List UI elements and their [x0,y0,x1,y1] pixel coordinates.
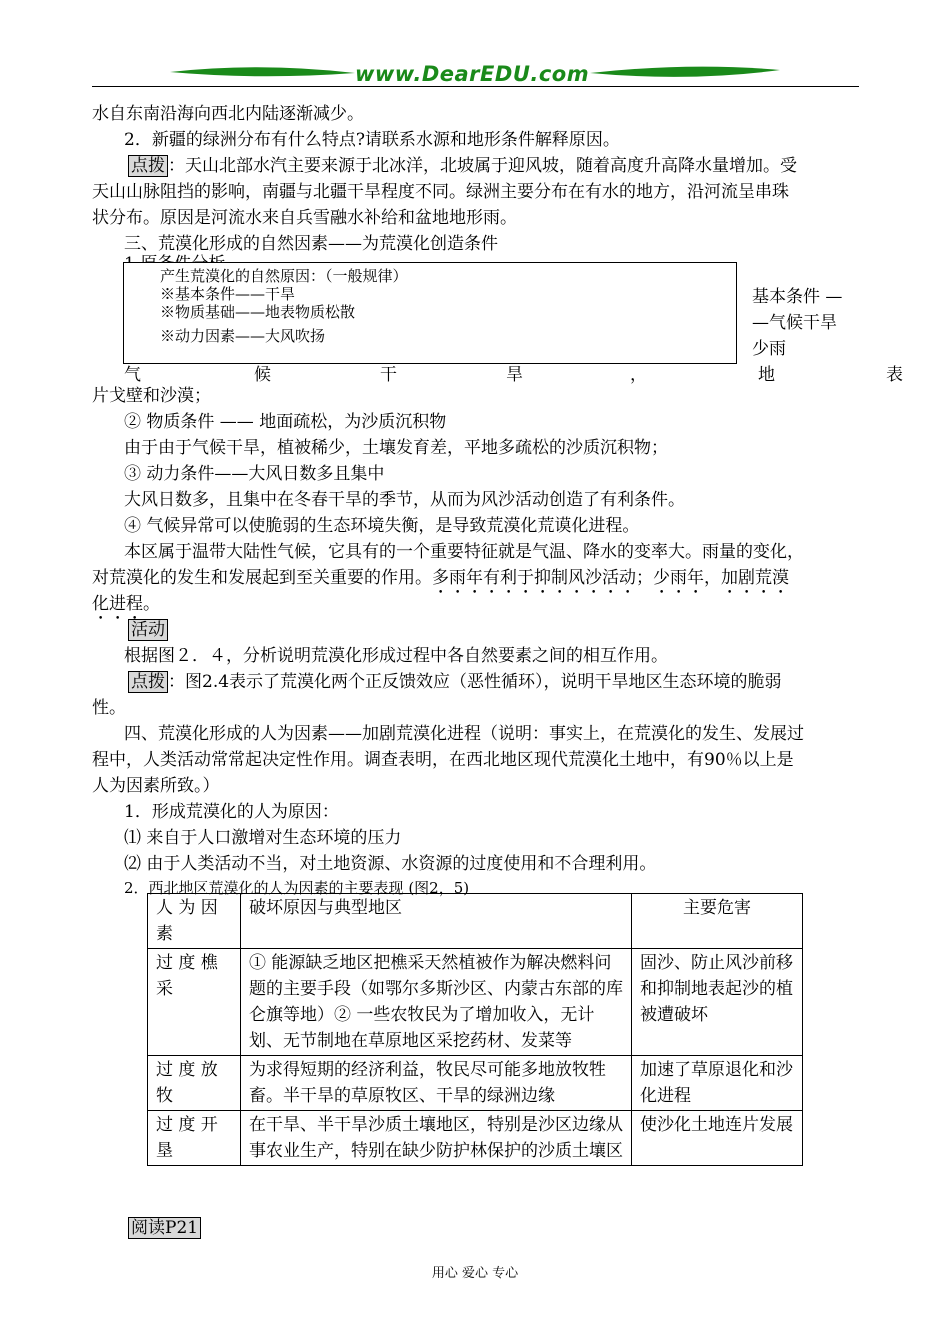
header-divider [92,86,859,87]
text-line: 水自东南沿海向西北内陆逐渐减少。 [92,104,364,124]
activity-label [128,618,898,642]
box-item: ※物质基础——地表物质松散 [160,303,356,321]
table-cell: 使沙化土地连片发展 [632,1111,803,1166]
section-3-heading: 三、荒漠化形成的自然因素——为荒漠化创造条件 [124,234,498,254]
right-text: 少雨 [752,339,786,359]
text-span: 对荒漠化的发生和发展起到至关重要的作用。 [92,568,432,588]
text-char: 地 [758,365,775,385]
table-cell: 为求得短期的经济利益，牧民尽可能多地放牧牲畜。半干旱的草原牧区、干旱的绿洲边缘 [241,1056,632,1111]
text-line: 根据图２．４，分析说明荒漠化形成过程中各自然要素之间的相互作用。 [124,646,668,666]
text-char: ， [630,365,647,385]
text-line: 人为因素所致。） [92,776,220,796]
text-line: 状分布。原因是河流水来自兵雪融水补给和盆地地形雨。 [92,208,517,228]
table-header-row [148,894,803,949]
box-title: 产生荒漠化的自然原因：（一般规律） [160,267,408,285]
table-cell: ① 能源缺乏地区把樵采天然植被作为解决燃料问题的主要手段（如鄂尔多斯沙区、内蒙古东部的库仑旗等地）② 一些农牧民为了增加收入，无计划、无节制地在草原地区采挖药材、发菜等 [241,949,632,1056]
text-line: 天山山脉阻挡的影响，南疆与北疆干旱程度不同。绿洲主要分布在有水的地方，沿河流呈串珠 [92,182,789,202]
text-line: 大风日数多，且集中在冬春干旱的季节，从而为风沙活动创造了有利条件。 [124,490,685,510]
emphasis-text: 多雨年有利于抑制风沙活动；少雨年，加剧荒漠 [432,568,789,588]
text-char: 表 [886,365,903,385]
text-line: ⑴ 来自于人口激增对生态环境的压力 [124,828,402,848]
text-line: 由于由于气候干旱，植被稀少，土壤发育差，平地多疏松的沙质沉积物； [124,438,668,458]
table-row [148,1111,803,1166]
table-row [148,1056,803,1111]
text-line: 本区属于温带大陆性气候，它具有的一个重要特征就是气温、降水的变率大。雨量的变化， [124,542,804,562]
right-text: —气候干旱 [752,313,837,333]
text-line: ③ 动力条件——大风日数多且集中 [124,464,385,484]
tip-tag: 点拨 [128,155,168,177]
tip-tag: 点拨 [128,671,168,693]
tip-text: ：图2.4表示了荒漠化两个正反馈效应（恶性循环），说明干旱地区生态环境的脆弱 [168,672,782,692]
text-line: 片戈壁和沙漠； [92,386,211,406]
table-cell: 固沙、防止风沙前移和抑制地表起沙的植被遭破坏 [632,949,803,1056]
human-factors-table [147,893,803,1166]
reading-tag: 阅读P21 [128,1217,201,1239]
text-char: 气 [124,365,141,385]
tip-paragraph-2 [128,670,898,694]
text-line: 程中，人类活动常常起决定性作用。调查表明，在西北地区现代荒漠化土地中，有90％以上是 [92,750,794,770]
natural-causes-box [123,262,737,364]
text-line: 性。 [92,698,126,718]
text-line: ⑵ 由于人类活动不当，对土地资源、水资源的过度使用和不合理利用。 [124,854,657,874]
header-logo-text[interactable]: www.DearEDU.com [355,62,590,86]
emphasis-text: 化进程。 [92,594,160,614]
table-caption: 2．西北地区荒漠化的人为因素的主要表现 (图2，5) [124,879,470,897]
text-line: ④ 气候异常可以使脆弱的生态环境失衡，是导致荒漠化荒谟化进程。 [124,516,640,536]
tip-paragraph-1 [128,154,898,178]
text-line: ② 物质条件 —— 地面疏松，为沙质沉积物 [124,412,447,432]
text-char: 候 [254,365,271,385]
table-row [148,949,803,1056]
reading-label [128,1216,898,1240]
question-2: 2．新疆的绿洲分布有什么特点?请联系水源和地形条件解释原因。 [124,130,620,150]
table-cell: 在干旱、半干旱沙质土壤地区，特别是沙区边缘从事农业生产，特别在缺少防护林保护的沙质土壤区 [241,1111,632,1166]
page-footer: 用心 爱心 专心 [431,1266,519,1281]
text-char: 干 [380,365,397,385]
box-item: ※基本条件——干旱 [160,285,296,303]
table-cell: 过 度 樵采 [148,949,241,1056]
table-cell: 过 度 开垦 [148,1111,241,1166]
box-item: ※动力因素——大风吹扬 [160,327,326,345]
table-header-cell: 人 为 因素 [148,894,241,949]
table-cell: 加速了草原退化和沙化进程 [632,1056,803,1111]
table-cell: 过 度 放牧 [148,1056,241,1111]
right-text: 基本条件 — [752,287,843,307]
activity-tag: 活动 [128,619,168,641]
text-char: 旱 [506,365,523,385]
table-header-cell: 主要危害 [632,894,803,949]
section-4-heading: 四、荒漠化形成的人为因素——加剧荒漠化进程（说明：事实上，在荒漠化的发生、发展过 [124,724,804,744]
tip-text: ：天山北部水汽主要来源于北冰洋，北坡属于迎风坡，随着高度升高降水量增加。受 [168,156,797,176]
text-line: 1．形成荒漠化的人为原因： [124,802,339,822]
table-header-cell: 破坏原因与典型地区 [241,894,632,949]
